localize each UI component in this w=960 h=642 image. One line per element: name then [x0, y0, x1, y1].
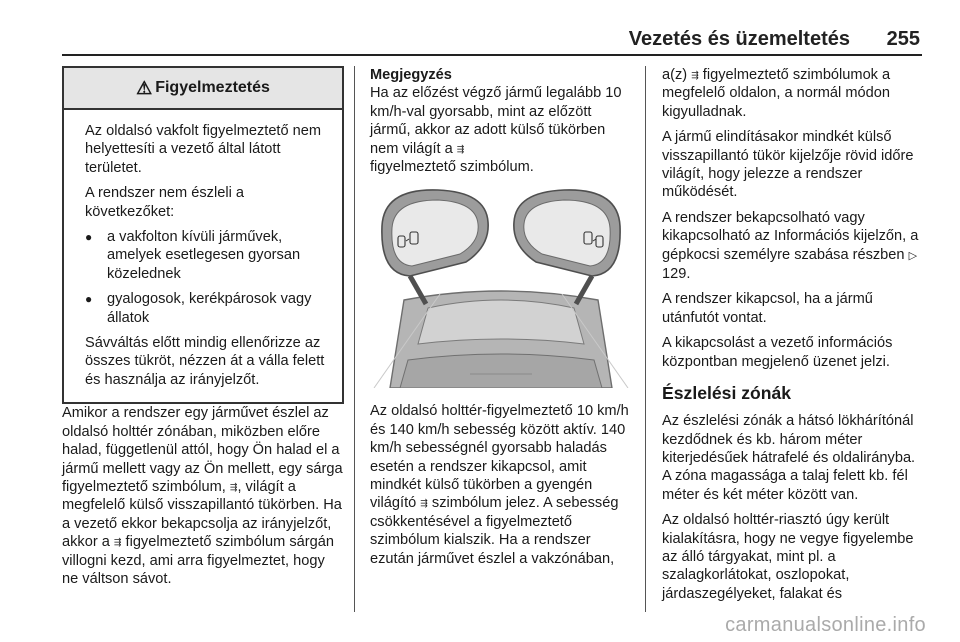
warning-paragraph: Sávváltás előtt mindig ellenőrizze az összes tükröt, nézzen át a válla felett és használja az irányjelzőt. [85, 335, 325, 388]
warning-body [64, 110, 342, 402]
page-header [62, 28, 922, 56]
column-2 [370, 66, 634, 575]
blind-spot-icon: ⇶ [691, 70, 699, 80]
page-number: 255 [886, 28, 920, 50]
body-paragraph: Amikor a rendszer egy járművet észlel az oldalsó holttér zónában, miközben előre halad, függetlenül attól, hogy Ön halad el a jármű mellett vagy az Ön mellett, egy sárga figyelmeztető szimbólum, ⇶, világít a megfelelő külső visszapillantó tükörben. Ha a vezető ekkor bekapcsolja az irányjelzőt, akkor a ⇶ figyelmeztető szimbólum sárgán villogni kezd, ami arra figyelmeztet, hogy ne váltson sávot. [62, 405, 343, 587]
watermark: carmanualsonline.info [725, 614, 926, 636]
body-paragraph: A rendszer bekapcsolható vagy kikapcsolható az Információs kijelzőn, a gépkocsi személyre szabása részben ▷ 129. [662, 209, 919, 283]
warning-triangle-icon: ⚠ [136, 77, 153, 98]
note-title: Megjegyzés [370, 67, 452, 83]
warning-list [85, 228, 332, 327]
blind-spot-icon: ⇶ [420, 498, 428, 509]
page-ref-icon: ▷ [908, 249, 918, 262]
list-item: ● gyalogosok, kerékpárosok vagy állatok [85, 290, 332, 327]
column-1 [62, 66, 344, 595]
warning-header [64, 68, 342, 110]
blind-spot-icon: ⇶ [229, 481, 238, 492]
body-paragraph: Az oldalsó holttér-figyelmeztető 10 km/h és 140 km/h sebesség között aktív. 140 km/h sebességnél gyorsabb haladás esetén a rendszer kikapcsol, amit mindkét külső tükörben a gyengén világító ⇶ szimbólum jelez. A sebesség csökkentésével a figyelmeztető szimbólum kialszik. Ha a rendszer ezután járművet észlel a vakzónában, [370, 403, 629, 567]
blind-spot-icon: ⇶ [113, 537, 122, 548]
warning-paragraph: Az oldalsó vakfolt figyelmeztető nem helyettesíti a vezető által látott területet. [85, 123, 322, 176]
section-heading: Észlelési zónák [662, 383, 792, 404]
page-reference-link[interactable]: 129 [662, 266, 687, 283]
body-paragraph: Az oldalsó holttér-riasztó úgy került kialakításra, hogy ne vegye figyelembe az álló tárgyakat, mint pl. a szalagkorlátokat, oszlopokat, járdaszegélyeket, falakat és [662, 512, 914, 602]
body-paragraph: A kikapcsolást a vezető információs központban megjelenő üzenet jelzi. [662, 335, 893, 370]
blind-spot-icon: ⇶ [456, 143, 465, 154]
body-paragraph: A rendszer kikapcsol, ha a jármű utánfutót vontat. [662, 291, 873, 326]
mirror-illustration [370, 184, 632, 388]
column-divider-2 [645, 66, 646, 612]
section-title-header: Vezetés és üzemeltetés [628, 28, 850, 50]
note-block [370, 66, 634, 176]
warning-title: Figyelmeztetés [155, 78, 270, 96]
body-paragraph: Az észlelési zónák a hátsó lökhárítónál kezdődnek és kb. három méter kiterjedésűek hátrafelé és oldalirányba. A zóna magassága a talaj felett kb. fél méter és két méter között van. [662, 413, 916, 503]
list-item: ● a vakfolton kívüli járművek, amelyek esetlegesen gyorsan közelednek [85, 228, 332, 283]
warning-paragraph: A rendszer nem észleli a következőket: [85, 185, 244, 220]
warning-box [62, 66, 344, 404]
body-paragraph: A jármű elindításakor mindkét külső visszapillantó tükör kijelzője rövid időre világít, hogy jelezze a rendszer működését. [662, 129, 914, 201]
column-3 [662, 66, 926, 610]
body-paragraph: a(z) ⇶ figyelmeztető szimbólumok a megfelelő oldalon, a normál módon kigyulladnak. [662, 67, 891, 120]
note-text: Ha az előzést végző jármű legalább 10 km/h-val gyorsabb, mint az előzött jármű, akkor az adott külső tükörben nem világít a ⇶ figyelmeztető szimbólum. [370, 85, 622, 176]
column-divider-1 [354, 66, 355, 612]
